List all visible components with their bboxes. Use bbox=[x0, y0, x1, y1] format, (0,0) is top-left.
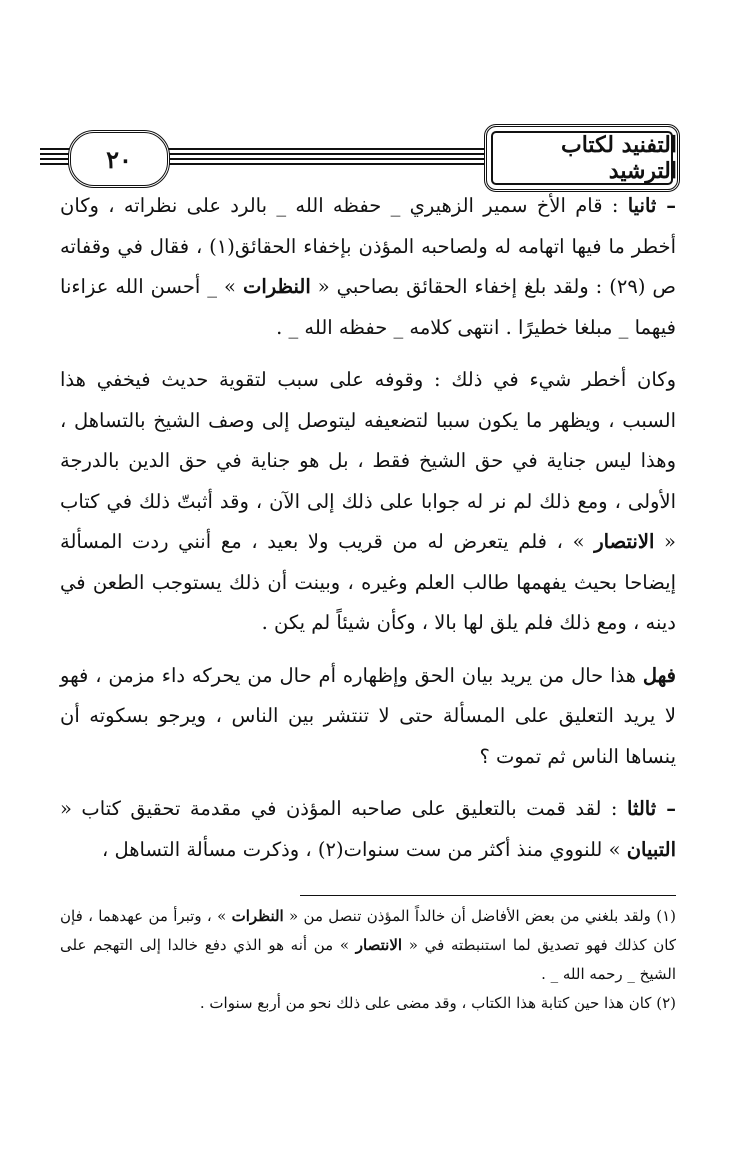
paragraph-2-bold: الانتصار bbox=[594, 530, 655, 553]
footnote-separator bbox=[300, 895, 676, 896]
paragraph-4-tail: » للنووي منذ أكثر من ست سنوات(٢) ، وذكرت مسألة التساهل ، bbox=[102, 837, 627, 861]
paragraph-4-lead: – ثالثا bbox=[627, 797, 676, 820]
paragraph-2-text: وكان أخطر شيء في ذلك : وقوفه على سبب لتقوية حديث فيخفي هذا السبب ، ويظهر ما يكون سببا لتضعيفه ليتوصل إلى وصف الشيخ بالتساهل ، وهذا ليس جناية في حق الشيخ فقط ، بل هو جناية في حق الدين بالدرجة الأولى ، ومع ذلك لم نر له جوابا على ذلك إلى الآن ، وقد أثبتّ ذلك في كتاب « bbox=[60, 368, 676, 553]
page-number-text: ٢٠ bbox=[106, 144, 132, 174]
paragraph-3-lead: فهل bbox=[642, 663, 676, 687]
running-title-text: التفنيد لكتاب الترشيد bbox=[561, 132, 677, 184]
paragraph-4 bbox=[60, 789, 676, 870]
running-title bbox=[484, 124, 680, 192]
main-text bbox=[60, 186, 676, 870]
page-header bbox=[40, 118, 680, 196]
footnote-2-text: (٢) كان هذا حين كتابة هذا الكتاب ، وقد مضى على ذلك نحو من أربع سنوات . bbox=[199, 994, 676, 1012]
paragraph-2 bbox=[60, 360, 676, 644]
footnotes bbox=[60, 902, 676, 1018]
paragraph-1-bold: النظرات bbox=[242, 275, 311, 298]
paragraph-1-text: : قام الأخ سمير الزهيري _ حفظه الله _ بالرد على نظراته ، وكان أخطر ما فيها اتهامه له ولصاحبه المؤذن بإخفاء الحقائق(١) ، فقال في وقفاته ص (٢٩) : ولقد بلغ إخفاء الحقائق بصاحبي « bbox=[60, 194, 676, 298]
paragraph-1-lead: – ثانيا bbox=[627, 194, 676, 217]
paragraph-3-text: هذا حال من يريد بيان الحق وإظهاره أم حال من يحركه داء مزمن ، فهو لا يريد التعليق على المسألة حتى لا تنتشر بين الناس ، ويرجو بسكوته أن ينساها الناس ثم تموت ؟ bbox=[60, 663, 676, 768]
paragraph-1 bbox=[60, 186, 676, 348]
page-number bbox=[68, 130, 170, 188]
paragraph-1-tail: » _ أحسن الله عزاءنا فيهما _ مبلغا خطيرًا . انتهى كلامه _ حفظه الله _ . bbox=[60, 275, 676, 339]
paragraph-3 bbox=[60, 656, 676, 778]
paragraph-4-bold: التبيان bbox=[626, 837, 676, 861]
footnote-1-bold-1: النظرات bbox=[231, 907, 284, 925]
footnote-1-mid: » ، وتبرأ من عهدهما ، فإن كان كذلك فهو تصديق لما استنبطته في « bbox=[60, 907, 677, 954]
paragraph-4-text: : لقد قمت بالتعليق على صاحبه المؤذن في مقدمة تحقيق كتاب « bbox=[60, 797, 627, 820]
footnote-1 bbox=[60, 902, 676, 989]
footnote-1-text: (١) ولقد بلغني من بعض الأفاضل أن خالداً المؤذن تنصل من « bbox=[283, 907, 676, 925]
footnote-2 bbox=[60, 989, 676, 1018]
paragraph-2-tail: » ، فلم يتعرض له من قريب ولا بعيد ، مع أنني ردت المسألة إيضاحا بحيث يفهمها طالب العلم وغيره ، وبينت أن ذلك يستوجب الطعن في دينه ، ومع ذلك فلم يلق لها بالا ، وكأن شيئاً لم يكن . bbox=[60, 530, 676, 634]
footnote-1-bold-2: الانتصار bbox=[355, 936, 403, 954]
footnote-1-tail: » من أنه هو الذي دفع خالدا إلى التهجم على الشيخ _ رحمه الله _ . bbox=[60, 936, 676, 983]
